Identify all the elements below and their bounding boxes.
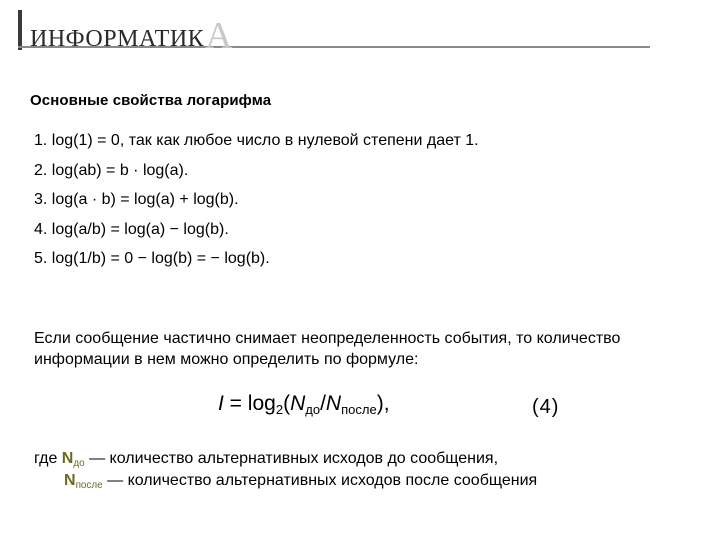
definition-text-before: — количество альтернативных исходов до сообщения, bbox=[84, 450, 499, 467]
formula-open-paren: ( bbox=[283, 392, 291, 415]
definition-prefix: где bbox=[34, 450, 62, 467]
logo bbox=[30, 12, 233, 57]
definition-var-after: N bbox=[64, 472, 76, 489]
definition-n-after bbox=[64, 472, 537, 491]
logo-accent-letter: А bbox=[205, 15, 233, 57]
definition-sub-before: до bbox=[73, 457, 85, 469]
slide-title: Основные свойства логарифма bbox=[30, 92, 272, 109]
property-item-1: 1. log(1) = 0, так как любое число в нулевой степени дает 1. bbox=[34, 132, 479, 149]
information-paragraph: Если сообщение частично снимает неопределенность события, то количество информации в нем можно определить по формуле: bbox=[34, 330, 621, 368]
header-accent-bar bbox=[18, 10, 22, 50]
formula-n-after: N bbox=[325, 392, 342, 415]
logo-text: ИНФОРМАТИК bbox=[30, 26, 205, 52]
definition-var-before: N bbox=[61, 450, 74, 467]
formula-n-before: N bbox=[290, 392, 306, 415]
formula-lhs: I bbox=[218, 392, 224, 415]
property-item-5: 5. log(1/b) = 0 − log(b) = − log(b). bbox=[34, 250, 270, 267]
formula-close-paren: ), bbox=[376, 392, 390, 415]
formula-sub-after: после bbox=[341, 401, 377, 417]
definition-n-before bbox=[34, 450, 498, 469]
definition-sub-after: после bbox=[75, 479, 103, 491]
definition-text-after: — количество альтернативных исходов после сообщения bbox=[102, 472, 538, 489]
properties-list bbox=[34, 126, 479, 274]
information-formula bbox=[218, 392, 390, 417]
formula-sub-before: до bbox=[305, 401, 321, 417]
property-item-4: 4. log(a/b) = log(a) − log(b). bbox=[34, 220, 229, 238]
formula-log-base: 2 bbox=[275, 401, 284, 417]
equation-number: (4) bbox=[532, 396, 560, 418]
formula-log: = log bbox=[223, 392, 276, 415]
property-item-3: 3. log(a · b) = log(a) + log(b). bbox=[34, 191, 239, 208]
formula-slash: / bbox=[320, 392, 326, 415]
property-item-2: 2. log(ab) = b · log(a). bbox=[34, 161, 189, 179]
